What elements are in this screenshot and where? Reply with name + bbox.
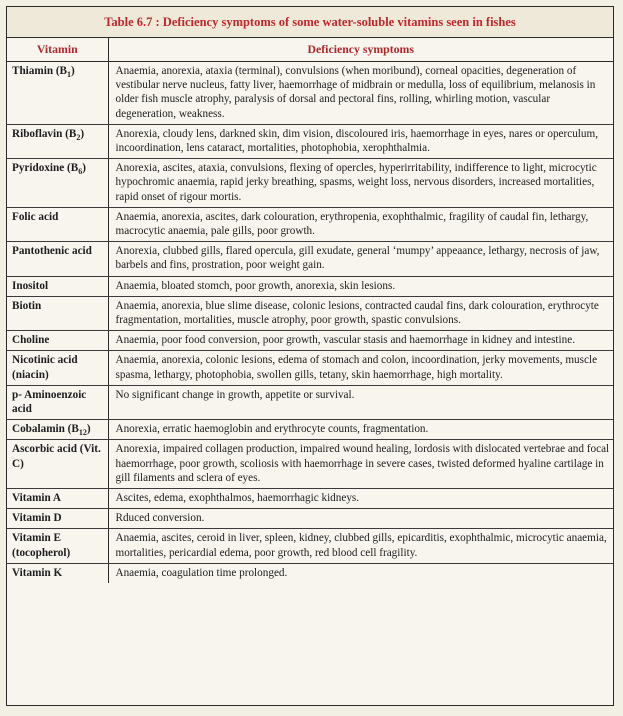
vitamin-name-cell xyxy=(7,351,108,385)
deficiency-symptoms-cell: Anorexia, impaired collagen production, impaired wound healing, lordosis with dislocated vertebrae and focal haemorrhage, poor growth, scoliosis with haemorrhage in severe cases, twisted deformed hyaline cartilage in gill filaments and sclera of eyes. xyxy=(108,440,613,489)
vitamin-name: Nicotinic acid (niacin) xyxy=(12,354,78,381)
vitamin-name-tail: ) xyxy=(80,127,85,140)
deficiency-symptoms-cell: Ascites, edema, exophthalmos, haemorrhagic kidneys. xyxy=(108,489,613,509)
vitamin-name-cell xyxy=(7,529,108,563)
vitamin-name-cell xyxy=(7,509,108,529)
vitamin-name-cell xyxy=(7,440,108,489)
column-header-symptoms: Deficiency symptoms xyxy=(108,38,613,62)
vitamin-name: Choline xyxy=(12,334,50,347)
vitamin-name: Inositol xyxy=(12,279,49,292)
vitamin-name-tail: ) xyxy=(82,162,86,175)
deficiency-symptoms-cell: Anaemia, bloated stomch, poor growth, anorexia, skin lesions. xyxy=(108,276,613,296)
vitamin-deficiency-table-page xyxy=(6,6,614,706)
vitamin-name: Vitamin E (tocopherol) xyxy=(12,532,71,559)
table-row xyxy=(7,489,613,509)
vitamin-name: Cobalamin (B xyxy=(12,423,79,436)
deficiency-symptoms-cell: Anaemia, poor food conversion, poor growth, vascular stasis and haemorrhage in kidney and intestine. xyxy=(108,331,613,351)
table-body xyxy=(7,62,613,584)
deficiency-symptoms-cell: Anorexia, erratic haemoglobin and erythrocyte counts, fragmentation. xyxy=(108,420,613,440)
deficiency-symptoms-cell: Anaemia, anorexia, ataxia (terminal), convulsions (when moribund), corneal opacities, degeneration of vestibular nerve nucleus, fatty liver, haemorrhage of midbrain or medulla, loss of equilibrium, melanosis in older fish muscle atrophy, paralysis of dorsal and pectoral fins, rolling, whirling motion, vascular degeneration, weakness. xyxy=(108,62,613,125)
table-row xyxy=(7,331,613,351)
deficiency-symptoms-cell: Anaemia, anorexia, ascites, dark colouration, erythropenia, exophthalmic, fragility of caudal fin, lethargy, macrocytic anaemia, pale gills, poor growth. xyxy=(108,207,613,241)
table-row xyxy=(7,440,613,489)
table-row xyxy=(7,351,613,385)
vitamin-name-cell xyxy=(7,296,108,330)
vitamin-subscript: 6 xyxy=(78,167,83,177)
table-row xyxy=(7,420,613,440)
vitamin-name: Ascorbic acid (Vit. C) xyxy=(12,443,101,470)
vitamin-name-cell xyxy=(7,62,108,125)
vitamin-name-cell xyxy=(7,159,108,208)
deficiency-symptoms-cell: Anorexia, clubbed gills, flared opercula, gill exudate, general ‘mumpy’ appeaance, lethargy, necrosis of jaw, barbels and fins, prostration, poor weight gain. xyxy=(108,242,613,276)
vitamin-name: Vitamin K xyxy=(12,566,63,579)
table-row xyxy=(7,207,613,241)
vitamin-name: Riboflavin (B xyxy=(12,127,77,140)
table-row xyxy=(7,529,613,563)
vitamin-name-cell xyxy=(7,276,108,296)
vitamin-name-cell xyxy=(7,242,108,276)
vitamin-name-cell xyxy=(7,563,108,583)
vitamin-subscript: 2 xyxy=(76,133,81,143)
vitamin-name: Pantothenic acid xyxy=(12,245,92,258)
table-row xyxy=(7,62,613,125)
deficiency-symptoms-cell: Anaemia, coagulation time prolonged. xyxy=(108,563,613,583)
vitamin-name-cell xyxy=(7,124,108,158)
vitamin-name-tail: ) xyxy=(86,423,91,436)
deficiency-symptoms-cell: Anaemia, anorexia, colonic lesions, edema of stomach and colon, incoordination, jerky movements, muscle spasma, lethargy, photophobia, swollen gills, tetany, skin haemorrhage, high mortality. xyxy=(108,351,613,385)
vitamin-name: Thiamin (B xyxy=(12,65,68,77)
table-row xyxy=(7,159,613,208)
table-row xyxy=(7,124,613,158)
table-header xyxy=(7,38,613,62)
vitamin-name-tail: ) xyxy=(71,65,75,77)
vitamin-name-cell xyxy=(7,385,108,419)
deficiency-table xyxy=(7,38,613,583)
vitamin-name: p- Aminoenzoic acid xyxy=(12,388,87,416)
table-row xyxy=(7,296,613,330)
vitamin-name-cell xyxy=(7,331,108,351)
vitamin-name-cell xyxy=(7,207,108,241)
table-row xyxy=(7,242,613,276)
vitamin-name: Folic acid xyxy=(12,210,59,223)
vitamin-subscript: 12 xyxy=(78,428,87,438)
header-row xyxy=(7,38,613,62)
vitamin-name-cell xyxy=(7,420,108,440)
vitamin-name: Pyridoxine (B xyxy=(12,162,79,175)
deficiency-symptoms-cell: Anorexia, ascites, ataxia, convulsions, flexing of opercles, hyperirritability, indifference to light, microcytic hypochromic anaemia, rapid jerky breathing, spasms, weight loss, nervous disorders, increased mortalities, rapid onset of rigour mortis. xyxy=(108,159,613,208)
vitamin-subscript: 1 xyxy=(67,70,72,80)
table-row xyxy=(7,509,613,529)
deficiency-symptoms-cell: No significant change in growth, appetite or survival. xyxy=(108,385,613,419)
table-caption: Table 6.7 : Deficiency symptoms of some water-soluble vitamins seen in fishes xyxy=(7,7,613,38)
deficiency-symptoms-cell: Rduced conversion. xyxy=(108,509,613,529)
deficiency-symptoms-cell: Anaemia, ascites, ceroid in liver, spleen, kidney, clubbed gills, epicarditis, exophthalmic, microcytic anaemia, mortalities, pericardial edema, poor growth, red blood cell fragility. xyxy=(108,529,613,563)
vitamin-name: Vitamin D xyxy=(12,512,62,525)
table-row xyxy=(7,276,613,296)
deficiency-symptoms-cell: Anaemia, anorexia, blue slime disease, colonic lesions, contracted caudal fins, dark colouration, erythrocyte fragmentation, mortalities, muscle atrophy, poor growth, spastic convulsions. xyxy=(108,296,613,330)
table-row xyxy=(7,385,613,419)
deficiency-symptoms-cell: Anorexia, cloudy lens, darkned skin, dim vision, discoloured iris, haemorrhage in eyes, nares or operculum, incoordination, lens cataract, mortalities, photophobia, xerophthalmia. xyxy=(108,124,613,158)
vitamin-name: Biotin xyxy=(12,299,42,312)
column-header-vitamin: Vitamin xyxy=(7,38,108,62)
vitamin-name: Vitamin A xyxy=(12,492,61,505)
table-row xyxy=(7,563,613,583)
vitamin-name-cell xyxy=(7,489,108,509)
